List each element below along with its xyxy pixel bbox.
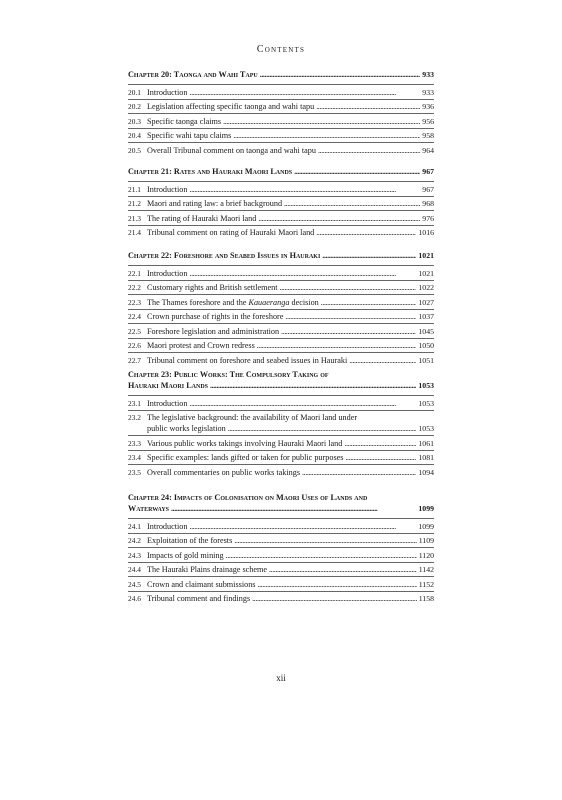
section-page: 1120 (418, 550, 434, 560)
section-page: 956 (422, 116, 434, 126)
chapter-23 (128, 369, 434, 479)
section-number: 20.4 (128, 131, 141, 140)
section-number: 24.5 (128, 579, 141, 589)
chapter-page: 967 (422, 167, 434, 176)
leader-dots (233, 130, 420, 141)
chapter-title[interactable] (128, 166, 434, 177)
toc-entry[interactable] (128, 548, 434, 563)
section-title: Introduction (147, 184, 188, 194)
leader-dots (349, 355, 416, 366)
section-title: Tribunal comment and findings (147, 594, 251, 603)
leader-dots (257, 340, 417, 351)
chapter-title-label: Waterways (128, 504, 169, 513)
page-number: xii (276, 673, 286, 683)
toc-entry[interactable] (128, 310, 434, 325)
section-number: 22.7 (128, 355, 141, 365)
toc-entry[interactable] (128, 353, 434, 367)
section-title: Specific wahi tapu claims (147, 131, 232, 140)
section-title: The legislative background: the availability of Maori land under (147, 413, 358, 422)
chapter-21 (128, 166, 434, 239)
leader-dots (223, 116, 420, 127)
section-page: 964 (422, 145, 434, 155)
leader-dots (321, 297, 417, 308)
leader-dots (189, 87, 420, 98)
section-title: Tribunal comment on rating of Hauraki Maori land (147, 228, 315, 237)
leader-dots (189, 398, 416, 409)
toc-entry[interactable] (128, 85, 434, 100)
section-page: 1099 (418, 521, 434, 531)
chapter-20 (128, 69, 434, 157)
chapter-title[interactable] (128, 492, 434, 514)
section-title: Crown and claimant submissions (147, 579, 256, 589)
leader-dots (302, 467, 416, 478)
section-title: Tribunal comment on foreshore and seabed issues in Hauraki (147, 355, 348, 365)
section-page: 1021 (418, 268, 434, 278)
section-title: Maori and rating law: a brief background (147, 199, 283, 208)
section-page: 1050 (418, 341, 434, 350)
section-page: 1027 (418, 297, 434, 307)
section-title: Maori protest and Crown redress (147, 341, 255, 350)
section-number: 24.2 (128, 536, 141, 545)
section-page: 976 (422, 213, 434, 223)
toc-entry[interactable] (128, 451, 434, 466)
section-number: 22.4 (128, 312, 141, 321)
chapter-page: 1053 (418, 381, 434, 390)
chapter-page: 1021 (418, 251, 434, 260)
section-number: 24.4 (128, 565, 141, 574)
section-page: 1037 (418, 312, 434, 321)
section-number: 20.1 (128, 87, 141, 97)
section-number: 21.2 (128, 199, 141, 208)
leader-dots (234, 535, 416, 546)
chapter-title-label: Chapter 22: Foreshore and Seabed Issues in Hauraki (128, 251, 321, 260)
section-page: 1142 (418, 565, 434, 574)
leader-dots (345, 452, 416, 463)
section-title: Impacts of gold mining (147, 550, 224, 560)
section-number: 21.3 (128, 213, 141, 223)
section-number: 23.4 (128, 453, 141, 462)
section-title: Exploitation of the forests (147, 536, 233, 545)
section-number: 24.3 (128, 550, 141, 560)
chapter-title[interactable] (128, 250, 434, 261)
leader-dots (260, 69, 421, 80)
leader-dots (344, 438, 416, 449)
section-title: Various public works takings involving Hauraki Maori land (147, 438, 343, 448)
chapter-page: 933 (422, 70, 434, 79)
leader-dots (280, 282, 417, 293)
chapter-24 (128, 492, 434, 605)
section-page: 1081 (418, 453, 434, 462)
toc-entry[interactable] (128, 129, 434, 144)
leader-dots (316, 227, 416, 238)
toc-entry[interactable] (128, 396, 434, 411)
section-number: 24.6 (128, 594, 141, 603)
section-number: 21.4 (128, 228, 141, 237)
section-number: 20.2 (128, 102, 141, 111)
chapter-title-label: Chapter 20: Taonga and Wahi Tapu (128, 70, 258, 79)
section-page: 936 (422, 102, 434, 111)
section-title: The rating of Hauraki Maori land (147, 213, 257, 223)
section-number: 22.6 (128, 341, 141, 350)
leader-dots (322, 250, 416, 261)
chapter-page: 1099 (418, 504, 434, 513)
leader-dots (228, 423, 417, 434)
section-title-continued: public works legislation (147, 424, 226, 433)
section-title: Specific examples: lands gifted or taken for public purposes (147, 453, 344, 462)
section-page: 1051 (418, 355, 434, 365)
section-title (147, 297, 319, 308)
chapter-title[interactable] (128, 69, 434, 80)
toc-entry[interactable] (128, 226, 434, 240)
section-title-part: decision (289, 297, 319, 307)
section-page: 1053 (418, 398, 434, 408)
section-page: 1158 (418, 594, 434, 603)
section-title: Introduction (147, 398, 188, 408)
leader-dots (285, 311, 416, 322)
section-number: 23.3 (128, 438, 141, 448)
chapter-22 (128, 250, 434, 367)
section-page: 1152 (418, 579, 434, 589)
section-number: 23.5 (128, 467, 141, 477)
section-page: 967 (422, 184, 434, 194)
toc-entry[interactable] (128, 114, 434, 129)
toc-entry[interactable] (128, 411, 434, 437)
toc-entry[interactable] (128, 339, 434, 354)
toc-entry[interactable] (128, 519, 434, 534)
leader-dots (257, 579, 416, 590)
toc-entry[interactable] (128, 197, 434, 212)
section-number: 22.5 (128, 326, 141, 336)
section-page: 1016 (418, 228, 434, 237)
leader-dots (189, 184, 420, 195)
section-page: 933 (422, 87, 434, 97)
section-title: The Hauraki Plains drainage scheme (147, 565, 268, 574)
section-title: Introduction (147, 268, 188, 278)
leader-dots (281, 326, 416, 337)
section-number: 24.1 (128, 521, 141, 531)
section-title: Foreshore legislation and administration (147, 326, 280, 336)
leader-dots (316, 101, 420, 112)
leader-dots (258, 213, 420, 224)
leader-dots (284, 198, 420, 209)
leader-dots (171, 503, 416, 514)
case-name: Kauaeranga (248, 297, 290, 307)
toc-entry[interactable] (128, 182, 434, 197)
leader-dots (189, 268, 416, 279)
leader-dots (189, 521, 416, 532)
toc-entry[interactable] (128, 592, 434, 606)
page-title: Contents (256, 44, 306, 55)
leader-dots (252, 593, 417, 604)
toc-entry[interactable] (128, 563, 434, 578)
toc-entry[interactable] (128, 266, 434, 281)
toc-entry[interactable] (128, 211, 434, 226)
chapter-title-line: Chapter 23: Public Works: The Compulsory Taking of (128, 370, 329, 379)
section-title: Introduction (147, 87, 188, 97)
section-number: 20.5 (128, 145, 141, 155)
toc-entry[interactable] (128, 577, 434, 592)
leader-dots (318, 145, 420, 156)
section-number: 20.3 (128, 116, 141, 126)
leader-dots (269, 564, 417, 575)
section-page: 958 (422, 131, 434, 140)
section-title: Specific taonga claims (147, 116, 222, 126)
section-page: 1053 (418, 424, 434, 433)
leader-dots (226, 550, 417, 561)
toc-entry[interactable] (128, 281, 434, 296)
section-page: 968 (422, 199, 434, 208)
section-title: Overall commentaries on public works takings (147, 467, 301, 477)
toc-entry[interactable] (128, 534, 434, 549)
section-number: 21.1 (128, 184, 141, 194)
chapter-title[interactable] (128, 369, 434, 391)
section-page: 1022 (418, 283, 434, 292)
section-page: 1109 (418, 536, 434, 545)
section-number: 22.1 (128, 268, 141, 278)
section-page: 1045 (418, 326, 434, 336)
toc-entry[interactable] (128, 100, 434, 115)
section-number: 23.1 (128, 398, 141, 408)
toc-entry[interactable] (128, 295, 434, 310)
section-title-part: The Thames foreshore and the (147, 297, 249, 307)
section-page: 1094 (418, 467, 434, 477)
section-number: 22.3 (128, 297, 141, 307)
section-title: Legislation affecting specific taonga and wahi tapu (147, 102, 315, 111)
chapter-title-label: Hauraki Maori Lands (128, 381, 208, 390)
toc-entry[interactable] (128, 436, 434, 451)
section-title: Crown purchase of rights in the foreshore (147, 312, 284, 321)
section-number: 22.2 (128, 283, 141, 292)
section-title: Customary rights and British settlement (147, 283, 278, 292)
toc-entry[interactable] (128, 465, 434, 479)
section-title: Overall Tribunal comment on taonga and wahi tapu (147, 145, 316, 155)
toc-entry[interactable] (128, 324, 434, 339)
section-title: Introduction (147, 521, 188, 531)
leader-dots (210, 380, 416, 391)
section-page: 1061 (418, 438, 434, 448)
leader-dots (294, 166, 420, 177)
chapter-title-label: Chapter 21: Rates and Hauraki Maori Lands (128, 167, 293, 176)
toc-entry[interactable] (128, 143, 434, 157)
section-number: 23.2 (128, 413, 141, 422)
chapter-title-line: Chapter 24: Impacts of Colonisation on Maori Uses of Lands and (128, 493, 368, 502)
